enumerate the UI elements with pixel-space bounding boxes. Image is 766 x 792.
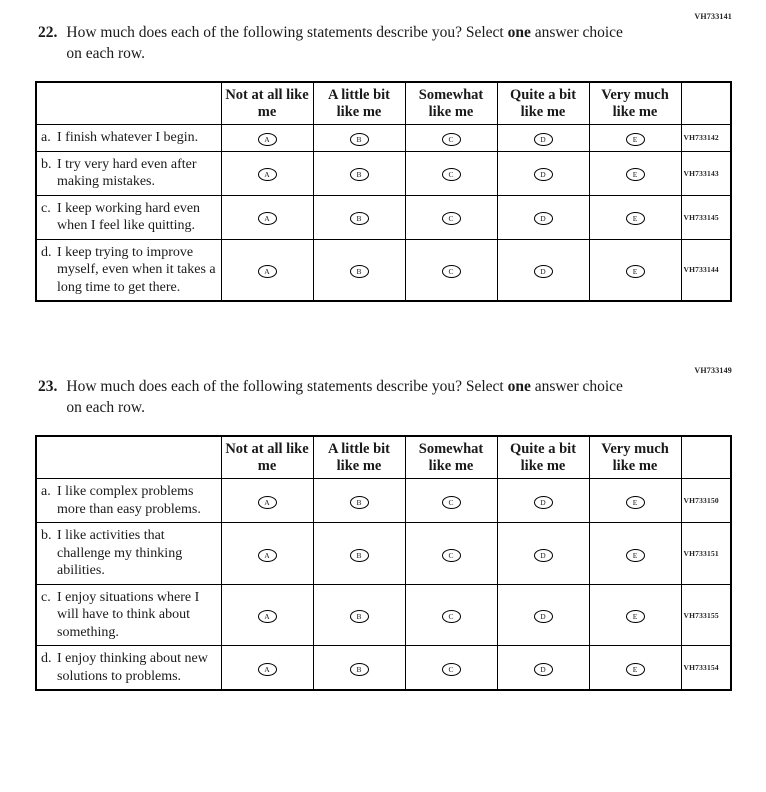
answer-bubble-e[interactable]: E	[626, 133, 645, 146]
option-cell	[221, 151, 313, 195]
option-cell	[221, 646, 313, 691]
option-cell	[405, 125, 497, 152]
answer-bubble-a[interactable]: A	[258, 610, 277, 623]
table-row	[36, 151, 731, 195]
answer-bubble-e[interactable]: E	[626, 212, 645, 225]
option-cell	[313, 646, 405, 691]
option-cell	[313, 584, 405, 646]
answer-bubble-c[interactable]: C	[442, 549, 461, 562]
option-cell	[497, 239, 589, 301]
option-cell	[405, 479, 497, 523]
option-cell	[589, 239, 681, 301]
row-letter: b.	[41, 528, 52, 544]
column-header: Not at all like me	[221, 436, 313, 479]
answer-bubble-b[interactable]: B	[350, 496, 369, 509]
answer-bubble-c[interactable]: C	[442, 212, 461, 225]
answer-bubble-e[interactable]: E	[626, 663, 645, 676]
row-letter: c.	[41, 200, 51, 216]
option-cell	[313, 523, 405, 585]
option-cell	[313, 125, 405, 152]
answer-bubble-c[interactable]: C	[442, 265, 461, 278]
column-header: Somewhat like me	[405, 436, 497, 479]
row-letter: b.	[41, 156, 52, 172]
answer-bubble-b[interactable]: B	[350, 549, 369, 562]
prompt-post: answer choice on each row.	[66, 24, 623, 62]
statement-cell	[36, 523, 221, 585]
question-text	[66, 377, 626, 419]
question-text	[66, 23, 626, 65]
option-cell	[221, 195, 313, 239]
statement-text: I like activities that challenge my thinking abilities.	[57, 528, 183, 579]
answer-bubble-a[interactable]: A	[258, 663, 277, 676]
statement-text: I keep trying to improve myself, even when it takes a long time to get there.	[57, 244, 216, 295]
option-cell	[405, 195, 497, 239]
column-header: Not at all like me	[221, 82, 313, 125]
answer-bubble-c[interactable]: C	[442, 663, 461, 676]
answer-bubble-b[interactable]: B	[350, 663, 369, 676]
statement-cell	[36, 479, 221, 523]
column-header: Quite a bit like me	[497, 82, 589, 125]
statement-text: I finish whatever I begin.	[57, 130, 199, 146]
answer-bubble-c[interactable]: C	[442, 610, 461, 623]
column-header: Quite a bit like me	[497, 436, 589, 479]
option-cell	[497, 584, 589, 646]
option-cell	[589, 646, 681, 691]
prompt-pre: How much does each of the following statements describe you? Select	[66, 24, 508, 41]
empty-header-cell	[36, 82, 221, 125]
question-number: 22.	[38, 24, 58, 41]
table-row	[36, 646, 731, 691]
answer-bubble-c[interactable]: C	[442, 496, 461, 509]
answer-bubble-a[interactable]: A	[258, 549, 277, 562]
header-row	[36, 82, 731, 125]
option-cell	[313, 239, 405, 301]
option-cell	[497, 479, 589, 523]
option-cell	[221, 479, 313, 523]
option-cell	[589, 125, 681, 152]
column-header: Very much like me	[589, 82, 681, 125]
option-cell	[589, 195, 681, 239]
question-code: VH733149	[694, 366, 732, 376]
statement-text: I enjoy thinking about new solutions to problems.	[57, 651, 208, 684]
row-letter: c.	[41, 589, 51, 605]
answer-bubble-a[interactable]: A	[258, 168, 277, 181]
question-number: 23.	[38, 378, 58, 396]
item-code: VH733154	[681, 646, 731, 691]
column-header: A little bit like me	[313, 436, 405, 479]
option-cell	[405, 646, 497, 691]
answer-bubble-a[interactable]: A	[258, 133, 277, 146]
option-cell	[405, 239, 497, 301]
option-cell	[497, 523, 589, 585]
question-23-section	[30, 364, 736, 691]
answer-bubble-b[interactable]: B	[350, 133, 369, 146]
option-cell	[221, 125, 313, 152]
statement-text: I enjoy situations where I will have to think about something.	[57, 589, 200, 640]
answer-bubble-e[interactable]: E	[626, 265, 645, 278]
answer-bubble-c[interactable]: C	[442, 168, 461, 181]
empty-code-header-cell	[681, 82, 731, 125]
item-code: VH733151	[681, 523, 731, 585]
column-header: A little bit like me	[313, 82, 405, 125]
option-cell	[589, 151, 681, 195]
option-cell	[221, 584, 313, 646]
statement-cell	[36, 646, 221, 691]
answer-bubble-e[interactable]: E	[626, 168, 645, 181]
prompt-pre: How much does each of the following statements describe you? Select	[66, 378, 508, 396]
answer-bubble-b[interactable]: B	[350, 212, 369, 225]
option-cell	[589, 584, 681, 646]
option-cell	[589, 479, 681, 523]
column-header: Very much like me	[589, 436, 681, 479]
q22-table	[35, 81, 732, 302]
option-cell	[221, 239, 313, 301]
option-cell	[497, 195, 589, 239]
q23-table	[35, 435, 732, 691]
option-cell	[313, 479, 405, 523]
header-row	[36, 436, 731, 479]
answer-bubble-c[interactable]: C	[442, 133, 461, 146]
answer-bubble-d[interactable]: D	[534, 265, 553, 278]
answer-bubble-b[interactable]: B	[350, 265, 369, 278]
answer-bubble-d[interactable]: D	[534, 496, 553, 509]
answer-bubble-e[interactable]: E	[626, 496, 645, 509]
answer-bubble-b[interactable]: B	[350, 168, 369, 181]
empty-code-header-cell	[681, 436, 731, 479]
empty-header-cell	[36, 436, 221, 479]
answer-bubble-d[interactable]: D	[534, 168, 553, 181]
answer-bubble-d[interactable]: D	[534, 663, 553, 676]
statement-cell	[36, 239, 221, 301]
answer-bubble-d[interactable]: D	[534, 133, 553, 146]
answer-bubble-e[interactable]: E	[626, 610, 645, 623]
option-cell	[497, 125, 589, 152]
option-cell	[589, 523, 681, 585]
question-22-section	[30, 10, 736, 302]
statement-text: I try very hard even after making mistakes.	[57, 156, 197, 190]
answer-bubble-d[interactable]: D	[534, 212, 553, 225]
table-row	[36, 125, 731, 152]
item-code: VH733150	[681, 479, 731, 523]
row-letter: d.	[41, 244, 52, 260]
option-cell	[497, 151, 589, 195]
question-code: VH733141	[694, 12, 732, 21]
statement-text: I like complex problems more than easy problems.	[57, 484, 201, 517]
item-code: VH733142	[681, 125, 731, 152]
option-cell	[221, 523, 313, 585]
answer-bubble-a[interactable]: A	[258, 212, 277, 225]
option-cell	[313, 195, 405, 239]
statement-cell	[36, 125, 221, 152]
item-code: VH733143	[681, 151, 731, 195]
row-letter: d.	[41, 651, 52, 667]
prompt-bold: one	[507, 24, 531, 41]
table-row	[36, 195, 731, 239]
prompt-post: answer choice on each row.	[66, 378, 623, 417]
option-cell	[313, 151, 405, 195]
statement-cell	[36, 195, 221, 239]
option-cell	[405, 151, 497, 195]
option-cell	[405, 584, 497, 646]
answer-bubble-a[interactable]: A	[258, 496, 277, 509]
table-row	[36, 523, 731, 585]
statement-cell	[36, 584, 221, 646]
option-cell	[497, 646, 589, 691]
option-cell	[405, 523, 497, 585]
item-code: VH733145	[681, 195, 731, 239]
answer-bubble-b[interactable]: B	[350, 610, 369, 623]
question-prompt	[38, 23, 736, 65]
answer-bubble-a[interactable]: A	[258, 265, 277, 278]
row-letter: a.	[41, 130, 51, 146]
table-row	[36, 479, 731, 523]
question-prompt	[38, 377, 736, 419]
item-code: VH733155	[681, 584, 731, 646]
answer-bubble-d[interactable]: D	[534, 610, 553, 623]
statement-text: I keep working hard even when I feel like quitting.	[57, 200, 201, 234]
prompt-bold: one	[507, 378, 531, 396]
answer-bubble-d[interactable]: D	[534, 549, 553, 562]
row-letter: a.	[41, 484, 51, 500]
answer-bubble-e[interactable]: E	[626, 549, 645, 562]
statement-cell	[36, 151, 221, 195]
table-row	[36, 239, 731, 301]
item-code: VH733144	[681, 239, 731, 301]
table-row	[36, 584, 731, 646]
column-header: Somewhat like me	[405, 82, 497, 125]
